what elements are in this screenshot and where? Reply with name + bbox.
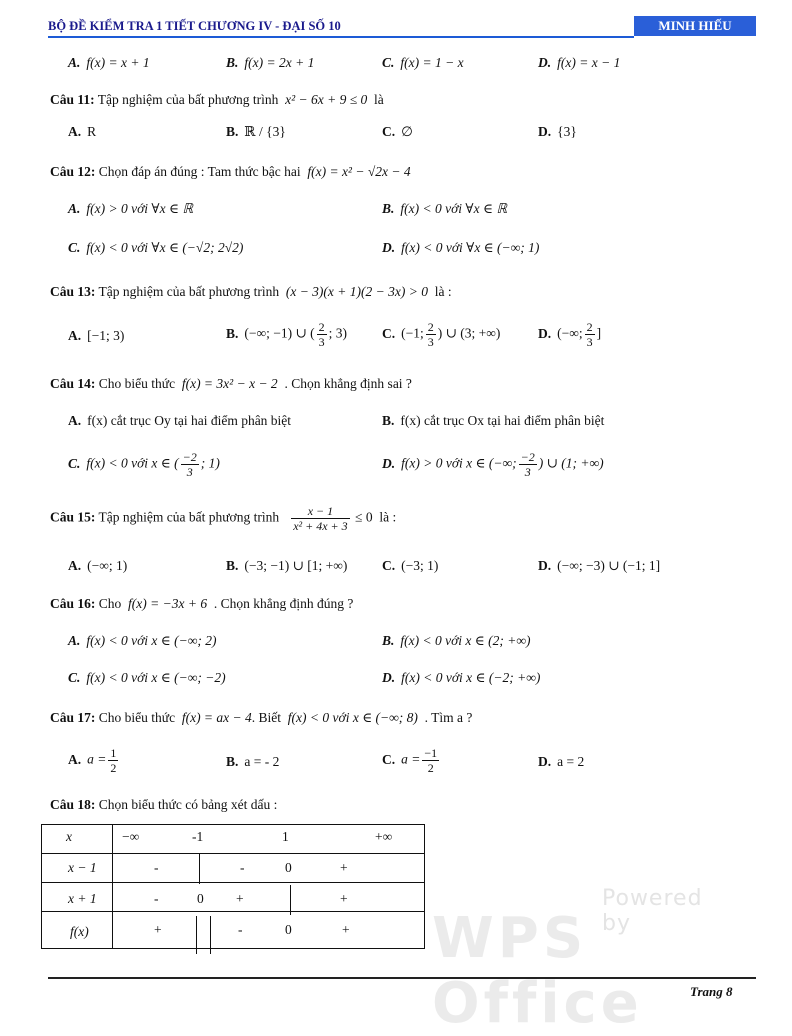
table-cell: +∞ [375, 829, 393, 844]
q13-option-d: D. (−∞; $\frac{2}{3}$ ] [538, 320, 602, 349]
q17-option-b: B. a = - 2 [226, 754, 280, 769]
q16-option-d: D. f(x) < 0 với x ∈ (−2; +∞) [382, 670, 541, 685]
q12-option-c: C. f(x) < 0 với ∀x ∈ (−√2; 2√2) [68, 240, 244, 255]
table-divider [290, 885, 291, 915]
table-cell: −∞ [122, 829, 140, 844]
sign-table [41, 824, 425, 949]
table-cell: 0 [197, 891, 204, 906]
table-cell: + [154, 922, 162, 937]
q11-stem: Câu 11: Tập nghiệm của bất phương trình x² − 6x + 9 ≤ 0 là [50, 92, 384, 107]
footer-divider [48, 977, 756, 979]
q10-option-c: C. f(x) = 1 − x [382, 55, 464, 70]
table-row [42, 883, 425, 912]
q14-option-c: C. f(x) < 0 với x ∈ ( $\frac{-2}{3}$ ; 1) [68, 450, 220, 479]
q17-option-a: A. a = $\frac{1}{2}$ [68, 746, 117, 775]
q12-stem: Câu 12: Chọn đáp án đúng : Tam thức bậc hai f(x) = x² − √2x − 4 [50, 164, 411, 179]
table-cell: + [236, 891, 244, 906]
page-header [48, 16, 756, 36]
page-number: Trang 8 [690, 984, 733, 999]
table-cell: -1 [192, 829, 204, 844]
q12-option-b: B. f(x) < 0 với ∀x ∈ ℝ [382, 201, 508, 216]
q15-option-b: B. (−3; −1) ∪ [1; +∞) [226, 558, 348, 573]
q12-option-d: D. f(x) < 0 với ∀x ∈ (−∞; 1) [382, 240, 540, 255]
table-divider [210, 916, 211, 954]
q15-option-a: A. (−∞; 1) [68, 558, 128, 573]
q14-option-d: D. f(x) > 0 với x ∈ (−∞; $\frac{-2}{3}$ ) ∪ (1; +∞) [382, 450, 604, 479]
q11-option-b: B. ℝ / {3} [226, 124, 286, 139]
table-cell: - [238, 922, 243, 937]
q17-option-d: D. a = 2 [538, 754, 585, 769]
q15-stem: Câu 15: Tập nghiệm của bất phương trình $\frac{x - 1}{\text{x² + 4x + 3}}$ ≤ 0 là : [50, 504, 397, 533]
table-cell: x + 1 [68, 891, 97, 906]
q18-stem: Câu 18: Chọn biểu thức có bảng xét dấu : [50, 797, 278, 812]
q16-option-b: B. f(x) < 0 với x ∈ (2; +∞) [382, 633, 531, 648]
table-divider [199, 854, 200, 884]
q10-option-b: B. f(x) = 2x + 1 [226, 55, 315, 70]
table-cell: - [154, 891, 159, 906]
q14-option-b: B. f(x) cắt trục Ox tại hai điểm phân biệt [382, 413, 605, 428]
watermark-top: Powered by [602, 886, 703, 936]
table-row [42, 854, 425, 883]
header-title: BỘ ĐỀ KIỂM TRA 1 TIẾT CHƯƠNG IV - ĐẠI SỐ 10 [48, 16, 634, 38]
q11-option-d: D. {3} [538, 124, 577, 139]
q13-option-a: A. [−1; 3) [68, 328, 125, 343]
table-row [42, 825, 425, 854]
q10-option-a: A. f(x) = x + 1 [68, 55, 150, 70]
table-cell: + [340, 891, 348, 906]
table-cell: f(x) [70, 924, 89, 939]
header-author: MINH HIẾU [634, 16, 756, 36]
table-cell: - [154, 860, 159, 875]
watermark-main: WPS Office [432, 906, 643, 1036]
table-cell: x [66, 829, 72, 844]
q14-option-a: A. f(x) cắt trục Oy tại hai điểm phân biệt [68, 413, 292, 428]
table-cell: - [240, 860, 245, 875]
table-cell: 1 [282, 829, 289, 844]
q12-option-a: A. f(x) > 0 với ∀x ∈ ℝ [68, 201, 194, 216]
table-cell: x − 1 [68, 860, 97, 875]
q16-option-a: A. f(x) < 0 với x ∈ (−∞; 2) [68, 633, 217, 648]
table-cell: 0 [285, 922, 292, 937]
table-divider [196, 916, 197, 954]
table-cell: 0 [285, 860, 292, 875]
q13-option-c: C. (−1; $\frac{2}{3}$ ) ∪ (3; +∞) [382, 320, 501, 349]
table-row [42, 912, 425, 949]
q15-option-c: C. (−3; 1) [382, 558, 439, 573]
q13-stem: Câu 13: Tập nghiệm của bất phương trình (x − 3)(x + 1)(2 − 3x) > 0 là : [50, 284, 452, 299]
q13-option-b: B. (−∞; −1) ∪ ( $\frac{2}{3}$ ; 3) [226, 320, 348, 349]
q15-option-d: D. (−∞; −3) ∪ (−1; 1] [538, 558, 661, 573]
q14-stem: Câu 14: Cho biểu thức f(x) = 3x² − x − 2 . Chọn khẳng định sai ? [50, 376, 412, 391]
q16-stem: Câu 16: Cho f(x) = −3x + 6 . Chọn khẳng định đúng ? [50, 596, 354, 611]
table-cell: + [342, 922, 350, 937]
q11-option-a: A. R [68, 124, 97, 139]
q17-stem: Câu 17: Cho biểu thức f(x) = ax − 4. Biết f(x) < 0 với x ∈ (−∞; 8) . Tìm a ? [50, 710, 473, 725]
table-cell: + [340, 860, 348, 875]
q16-option-c: C. f(x) < 0 với x ∈ (−∞; −2) [68, 670, 226, 685]
q10-option-d: D. f(x) = x − 1 [538, 55, 621, 70]
q17-option-c: C. a = $\frac{-1}{2}$ [382, 746, 438, 775]
q11-option-c: C. ∅ [382, 124, 413, 139]
